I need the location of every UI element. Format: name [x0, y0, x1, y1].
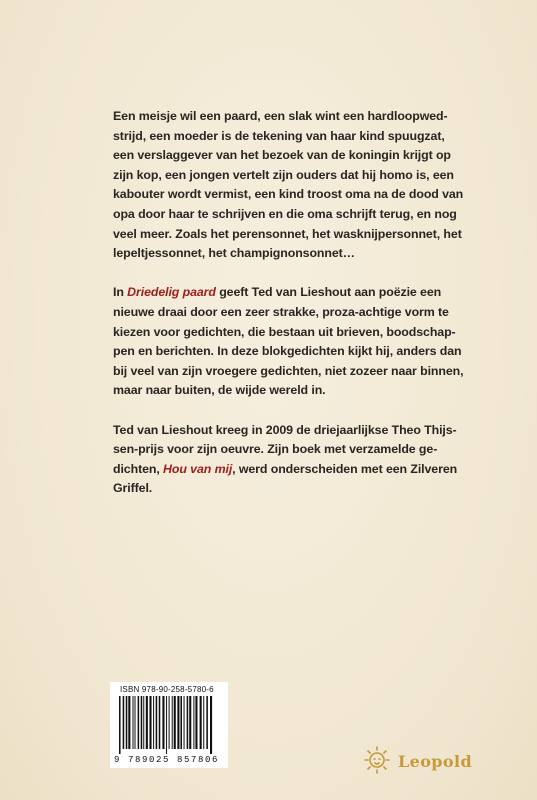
blurb-line: Een meisje wil een paard, een slak wint een hardloopwed-: [113, 109, 448, 123]
blurb-line: Griffel.: [113, 481, 153, 496]
lion-head-icon: [362, 743, 392, 779]
publisher-logo: [362, 743, 482, 779]
blurb-line: Ted van Lieshout kreeg in 2009 de driejaarlijkse Theo Thijs-: [113, 422, 457, 437]
barcode-bars: [118, 696, 220, 754]
publisher-name: Leopold: [398, 752, 473, 771]
blurb-line: opa door haar te schrijven en die oma schrijft terug, en nog: [113, 206, 457, 221]
blurb-text: [113, 107, 464, 518]
barcode-digits: 9 789025 857806: [114, 755, 220, 765]
blurb-paragraph-1: [113, 107, 464, 264]
blurb-line: een verslaggever van het bezoek van de koningin krijgt op: [113, 148, 451, 163]
book-title-hou-van-mij: Hou van mij: [163, 461, 233, 476]
blurb-line: pen en berichten. In deze blokgedichten kijkt hij, anders dan: [113, 344, 462, 359]
blurb-line: strijd, een moeder is de tekening van haar kind spuugzat,: [113, 128, 445, 143]
blurb-paragraph-3: [113, 421, 458, 499]
book-title-driedelig-paard: Driedelig paard: [127, 285, 216, 300]
blurb-line: kiezen voor gedichten, die bestaan uit brieven, boodschap-: [113, 324, 456, 339]
blurb-line: nieuwe draai door een zeer strakke, proza-achtige vorm te: [113, 304, 449, 319]
blurb-paragraph-2: [113, 283, 464, 401]
blurb-line: bij veel van zijn vroegere gedichten, niet zozeer naar binnen,: [113, 363, 464, 378]
blurb-line: zijn kop, een jongen vertelt zijn ouders dat hij homo is, een: [113, 167, 454, 182]
blurb-line: kabouter wordt vermist, een kind troost oma na de dood van: [113, 187, 464, 202]
blurb-line: maar naar buiten, de wijde wereld in.: [113, 383, 326, 398]
blurb-line: veel meer. Zoals het perensonnet, het wasknijpersonnet, het: [113, 226, 462, 241]
isbn-label: ISBN 978-90-258-5780-6: [120, 685, 214, 694]
blurb-line: lepeltjessonnet, het champignonsonnet…: [113, 246, 355, 261]
blurb-line: sen-prijs voor zijn oeuvre. Zijn boek met verzamelde ge-: [113, 442, 438, 457]
blurb-line: dichten, Hou van mij, werd onderscheiden met een Zilveren: [113, 461, 458, 476]
blurb-line: In Driedelig paard geeft Ted van Lieshout aan poëzie een: [113, 285, 442, 300]
isbn-barcode: [110, 682, 228, 768]
